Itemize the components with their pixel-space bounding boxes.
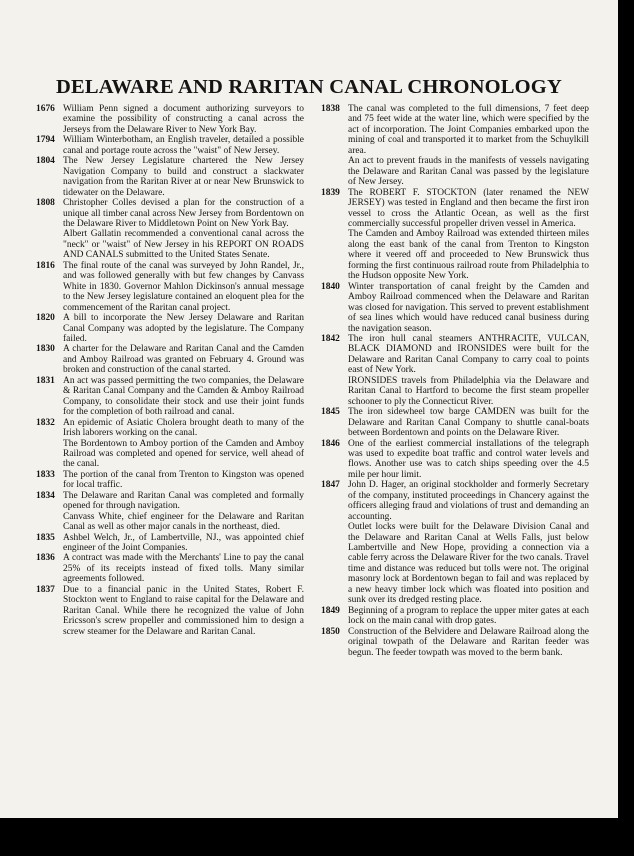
chronology-entry: [321, 606, 589, 627]
chronology-entry: [36, 418, 304, 470]
entry-text: Ashbel Welch, Jr., of Lambertville, NJ., was appointed chief engineer of the Joint Companies.: [63, 532, 304, 554]
entry-text: Canvass White, chief engineer for the Delaware and Raritan Canal as well as other major canals in the northeast, died.: [63, 511, 304, 533]
entry-year: 1837: [36, 584, 55, 595]
chronology-entry: [321, 407, 589, 438]
chronology-entry: [36, 344, 304, 375]
entry-text: Due to a financial panic in the United States, Robert F. Stockton went to England to raise capital for the Delaware and Raritan Canal. While there he recognized the value of John Ericsson's screw propeller and commissioned him to design a screw steamer for the Delaware and Raritan Canal.: [63, 584, 304, 637]
chronology-entry: [321, 439, 589, 481]
chronology-entry: [321, 188, 589, 282]
entry-text: The Delaware and Raritan Canal was completed and formally opened for through navigation.: [63, 490, 304, 512]
page-title: DELAWARE AND RARITAN CANAL CHRONOLOGY: [56, 76, 562, 98]
chronology-entry: [36, 313, 304, 344]
entry-year: 1849: [321, 605, 340, 616]
entry-text: The New Jersey Legislature chartered the New Jersey Navigation Company to build and construct a slackwater navigation from the Raritan River at or near New Brunswick to tidewater on the Delaware.: [63, 156, 304, 198]
entry-year: 1835: [36, 532, 55, 543]
entry-text: An epidemic of Asiatic Cholera brought death to many of the Irish laborers working on the canal.: [63, 417, 304, 439]
entry-text: The iron hull canal steamers ANTHRACITE, VULCAN, BLACK DIAMOND and IRONSIDES were built for the Delaware and Raritan Canal Company to carry coal to points east of New York.: [348, 333, 589, 376]
entry-year: 1840: [321, 281, 340, 292]
entry-text: An act to prevent frauds in the manifests of vessels navigating the Delaware and Raritan Canal was passed by the legislature of New Jersey.: [348, 156, 589, 188]
entry-text: The Bordentown to Amboy portion of the Camden and Amboy Railroad was completed and opened for service, well ahead of the canal.: [63, 438, 304, 470]
entry-text: One of the earliest commercial installations of the telegraph was used to expedite boat traffic and control water levels and flows. Another use was to catch ships speeding over the 4.5 mile per hour limit.: [348, 438, 589, 480]
entry-year: 1794: [36, 135, 55, 146]
left-column: [36, 104, 304, 637]
entry-year: 1839: [321, 187, 340, 198]
entry-year: 1838: [321, 104, 340, 114]
entry-text: Construction of the Belvidere and Delaware Railroad along the original towpath of the Delaware and Raritan feeder was begun. The feeder towpath was moved to the berm bank.: [348, 626, 589, 658]
entry-year: 1842: [321, 333, 340, 344]
entry-year: 1850: [321, 626, 340, 637]
chronology-entry: [36, 470, 304, 491]
entry-text: Outlet locks were built for the Delaware Division Canal and the Delaware and Raritan Canal at Wells Falls, just below Lambertville and New Hope, providing a connection via a cable ferry across the Delaware River for the two canals. Travel time and distance was reduced but tolls were not. The original masonry lock at Bordentown began to fail and was replaced by a new heavy timber lock which was floated into position and sunk over its dredged resting place.: [348, 522, 589, 606]
entry-year: 1847: [321, 480, 340, 491]
entry-text: The iron sidewheel tow barge CAMDEN was built for the Delaware and Raritan Canal Company to shuttle canal-boats between Bordentown and points on the Delaware River.: [348, 407, 589, 439]
entry-text: A bill to incorporate the New Jersey Delaware and Raritan Canal Company was adopted by the legislature. The Company failed.: [63, 313, 304, 344]
entry-year: 1820: [36, 313, 55, 324]
entry-year: 1830: [36, 344, 55, 355]
chronology-entry: [321, 627, 589, 658]
entry-text: The Camden and Amboy Railroad was extended thirteen miles along the east bank of the canal from Trenton to Kingston where it veered off and proceeded to New Brunswick thus forming the first continuous railroad route from Philadelphia to the Hudson opposite New York.: [348, 229, 589, 282]
chronology-entry: [321, 104, 589, 188]
entry-year: 1831: [36, 375, 55, 386]
entry-year: 1836: [36, 553, 55, 564]
entry-year: 1845: [321, 407, 340, 418]
entry-text: Albert Gallatin recommended a conventional canal across the "neck" or "waist" of New Jersey in his REPORT ON ROADS AND CANALS submitted to the United States Senate.: [63, 229, 304, 261]
entry-text: An act was passed permitting the two companies, the Delaware & Raritan Canal Company and the Camden & Amboy Railroad Company, to consolidate their stock and use their joint funds for the completion of both railroad and canal.: [63, 375, 304, 418]
entry-text: The canal was completed to the full dimensions, 7 feet deep and 75 feet wide at the water line, which were specified by the act of incorporation. The Joint Companies embarked upon the mining of coal and transported it to market from the Schuylkill area.: [348, 104, 589, 156]
entry-text: The ROBERT F. STOCKTON (later renamed the NEW JERSEY) was tested in England and then became the first iron vessel to cross the Atlantic Ocean, as well as the first commercially successful propeller driven vessel in America.: [348, 187, 589, 229]
chronology-entry: [36, 553, 304, 584]
entry-text: Beginning of a program to replace the upper miter gates at each lock on the main canal with drop gates.: [348, 605, 589, 627]
chronology-entry: [36, 104, 304, 135]
chronology-entry: [36, 533, 304, 554]
chronology-entry: [321, 480, 589, 605]
chronology-entry: [36, 261, 304, 313]
entry-text: Winter transportation of canal freight by the Camden and Amboy Railroad commenced when the Delaware and Raritan was closed for navigation. This served to prevent establishment of sea lines which would have reduced canal business during the navigation season.: [348, 281, 589, 334]
entry-year: 1846: [321, 438, 340, 449]
entry-text: William Winterbotham, an English traveler, detailed a possible canal and portage route across the "waist" of New Jersey.: [63, 135, 304, 156]
chronology-entry: [321, 334, 589, 407]
chronology-entry: [36, 585, 304, 637]
entry-text: John D. Hager, an original stockholder and formerly Secretary of the company, instituted proceedings in Chancery against the officers alleging fraud and violations of trust and demanding an accounting.: [348, 480, 589, 522]
chronology-entry: [36, 198, 304, 261]
chronology-entry: [36, 491, 304, 533]
entry-text: IRONSIDES travels from Philadelphia via the Delaware and Raritan Canal to Hartford to become the first steam propeller schooner to ply the Connecticut River.: [348, 375, 589, 407]
chronology-entry: [36, 135, 304, 156]
chronology-entry: [36, 156, 304, 198]
entry-year: 1816: [36, 260, 55, 271]
entry-text: A contract was made with the Merchants' Line to pay the canal 25% of its receipts instead of fixed tolls. Many similar agreements followed.: [63, 553, 304, 585]
entry-year: 1808: [36, 198, 55, 209]
right-column: [321, 104, 589, 658]
entry-year: 1834: [36, 490, 55, 501]
scan-border: [618, 0, 634, 856]
entry-text: William Penn signed a document authorizing surveyors to examine the possibility of constructing a canal across the Jerseys from the Delaware River to New York Bay.: [63, 104, 304, 135]
entry-text: The portion of the canal from Trenton to Kingston was opened for local traffic.: [63, 469, 304, 491]
scan-border: [0, 818, 634, 856]
entry-year: 1676: [36, 104, 55, 114]
chronology-entry: [321, 282, 589, 334]
entry-year: 1804: [36, 156, 55, 167]
entry-year: 1833: [36, 469, 55, 480]
entry-text: The final route of the canal was surveyed by John Randel, Jr., and was followed generally with but few changes by Canvass White in 1830. Governor Mahlon Dickinson's annual message to the New Jersey legislature contained an eloquent plea for the commencement of the Raritan canal project.: [63, 260, 304, 313]
entry-text: A charter for the Delaware and Raritan Canal and the Camden and Amboy Railroad was granted on February 4. Ground was broken and construction of the canal started.: [63, 344, 304, 376]
entry-text: Christopher Colles devised a plan for the construction of a unique all timber canal across New Jersey from Bordentown on the Delaware River to Middletown Point on New York Bay.: [63, 198, 304, 229]
chronology-entry: [36, 376, 304, 418]
entry-year: 1832: [36, 417, 55, 428]
